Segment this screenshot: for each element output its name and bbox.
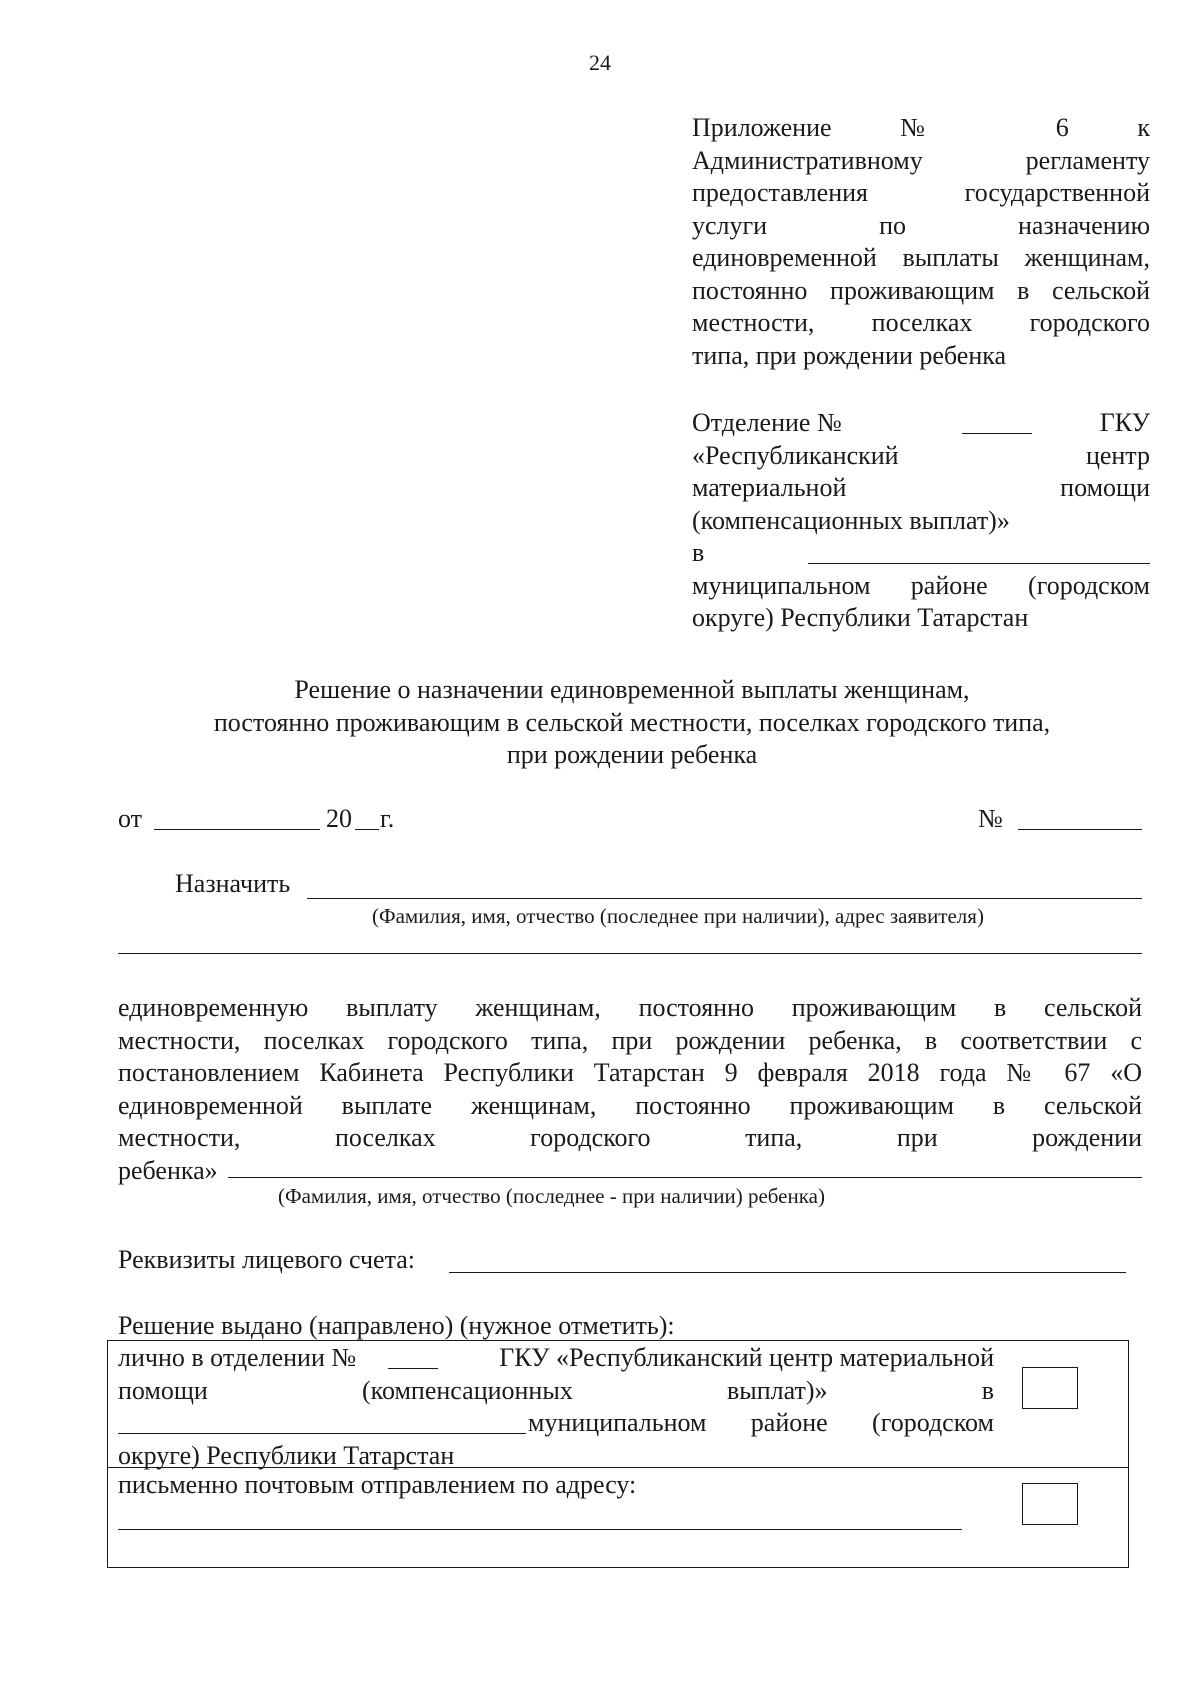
assign-label: Назначить (175, 869, 291, 898)
body-line: единовременной выплате женщинам, постоянно проживающим в сельской (118, 1090, 1142, 1120)
by-mail-checkbox[interactable] (1022, 1483, 1078, 1525)
in-person-checkbox[interactable] (1022, 1367, 1078, 1409)
option-by-mail (118, 1469, 994, 1502)
title-line: при рождении ребенка (506, 740, 758, 769)
body-paragraph (118, 992, 1142, 1187)
child-name-field[interactable] (228, 1177, 1142, 1178)
addressee-line-1 (692, 407, 1150, 440)
appendix-line: типа, при рождении ребенка (692, 340, 1007, 370)
document-title (0, 674, 1200, 772)
appendix-line: услуги по назначению (692, 210, 1150, 240)
year-prefix: 20 (326, 804, 352, 833)
page-number: 24 (589, 50, 611, 75)
body-line: единовременную выплату женщинам, постоянно проживающим в сельской (118, 993, 1142, 1022)
district-name-field[interactable] (808, 539, 1150, 564)
option1-text: округе) Республики Татарстан (118, 1440, 455, 1470)
year-suffix: г. (380, 804, 395, 833)
option1-text: лично в отделении № (118, 1343, 357, 1372)
addressee-line: муниципальном районе (городском (692, 570, 1150, 600)
addressee-line: (компенсационных выплат)» (692, 505, 1010, 535)
option1-line-1 (118, 1342, 994, 1375)
addressee-block (692, 407, 1150, 635)
option-in-person (118, 1342, 994, 1472)
addressee-line: округе) Республики Татарстан (692, 603, 1029, 632)
department-number-field[interactable] (962, 409, 1032, 434)
appendix-line: местности, поселках городского (692, 308, 1150, 337)
account-label: Реквизиты лицевого счета: (118, 1245, 416, 1274)
preposition-v: в (692, 538, 705, 567)
option1-text: муниципальном районе (городском (528, 1408, 994, 1437)
applicant-field[interactable] (307, 898, 1142, 899)
option1-line-3 (118, 1407, 994, 1440)
number-sign: № (978, 804, 1003, 833)
appendix-block (692, 112, 1150, 372)
appendix-line: постоянно проживающим в сельской (692, 275, 1150, 305)
option1-text: ГКУ «Республиканский центр материальной (499, 1343, 994, 1372)
option2-text: письменно почтовым отправлением по адресу: (118, 1470, 637, 1499)
appendix-line: предоставления государственной (692, 178, 1150, 207)
body-line-last: ребенка» (118, 1155, 218, 1185)
department-label: Отделение № (692, 408, 842, 437)
account-field[interactable] (449, 1272, 1126, 1273)
date-field[interactable] (154, 805, 320, 830)
option1-department-field[interactable] (388, 1344, 438, 1369)
addressee-line-5 (692, 537, 1150, 570)
appendix-line: Административному регламенту (692, 145, 1150, 175)
decision-number-field[interactable] (1018, 805, 1142, 830)
mail-address-field[interactable] (118, 1529, 962, 1530)
title-line: постоянно проживающим в сельской местности, поселках городского типа, (213, 707, 1051, 737)
date-from-label: от (118, 804, 143, 833)
appendix-line: Приложение № 6 к (692, 113, 1150, 142)
year-field[interactable] (355, 805, 379, 830)
option1-district-field[interactable] (118, 1409, 526, 1434)
gku-label: ГКУ (1099, 408, 1150, 437)
applicant-caption: (Фамилия, имя, отчество (последнее при наличии), адрес заявителя) (372, 904, 984, 928)
addressee-line: «Республиканский центр (692, 440, 1150, 470)
issued-label: Решение выдано (направлено) (нужное отметить): (118, 1311, 675, 1340)
date-row (118, 803, 1142, 836)
appendix-line: единовременной выплаты женщинам, (692, 243, 1150, 272)
body-line: местности, поселках городского типа, при рождении ребенка, в соответствии с (118, 1025, 1142, 1055)
body-line: постановлением Кабинета Республики Татарстан 9 февраля 2018 года № 67 «О (118, 1058, 1142, 1087)
child-caption: (Фамилия, имя, отчество (последнее - при наличии) ребенка) (278, 1184, 825, 1208)
applicant-field-line-2[interactable] (118, 953, 1142, 954)
title-line: Решение о назначении единовременной выплаты женщинам, (294, 675, 970, 704)
body-line: местности, поселках городского типа, при рождении (118, 1123, 1142, 1152)
addressee-line: материальной помощи (692, 473, 1150, 502)
option1-text: помощи (компенсационных выплат)» в (118, 1375, 994, 1405)
